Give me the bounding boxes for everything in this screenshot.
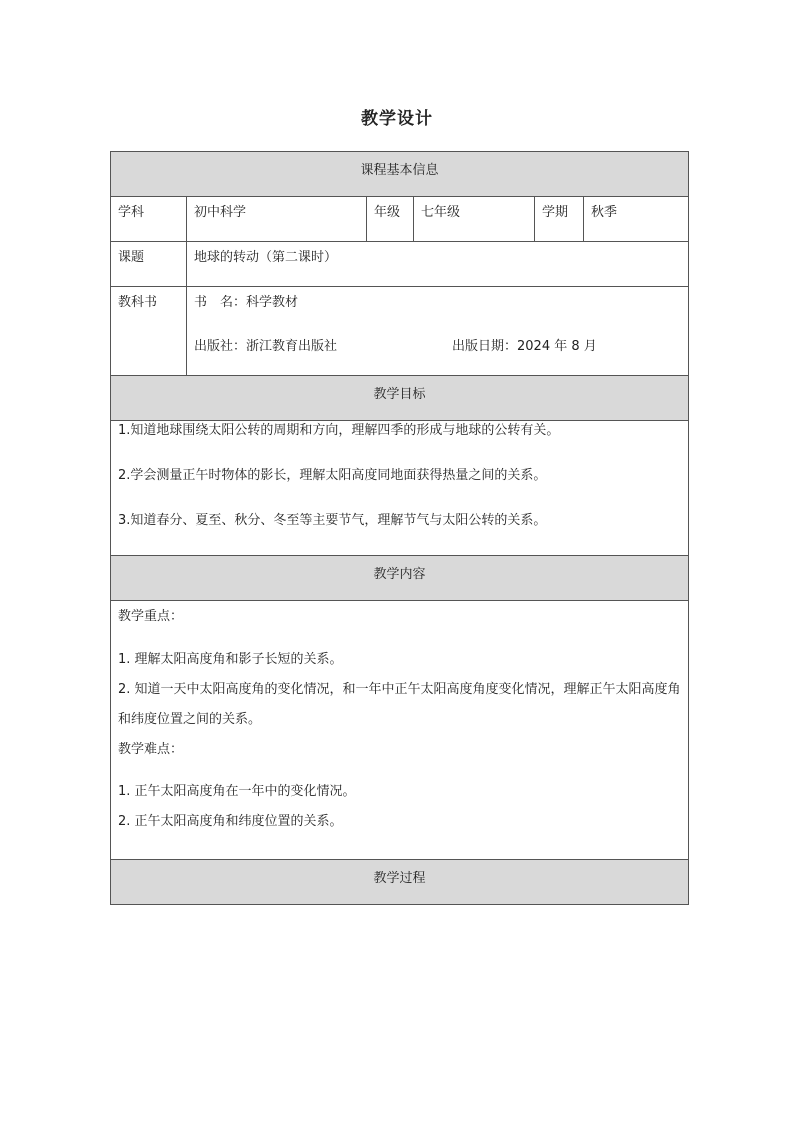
- key-point-item: 2. 知道一天中太阳高度角的变化情况，和一年中正午太阳高度角度变化情况，理解正午太阳高度角和纬度位置之间的关系。: [118, 682, 681, 727]
- grade-label: 年级: [367, 197, 414, 242]
- section-header-basic: 课程基本信息: [111, 152, 689, 197]
- difficult-point-item: 1. 正午太阳高度角在一年中的变化情况。: [118, 784, 356, 799]
- publisher: 出版社：浙江教育出版社: [194, 339, 338, 354]
- textbook-label: 教科书: [111, 287, 187, 376]
- goal-item: 1.知道地球围绕太阳公转的周期和方向，理解四季的形成与地球的公转有关。: [118, 423, 560, 438]
- book-name: 书 名：科学教材: [194, 295, 299, 310]
- key-point-item: 1. 理解太阳高度角和影子长短的关系。: [118, 652, 343, 667]
- grade-value: 七年级: [414, 197, 535, 242]
- topic-value: 地球的转动（第二课时）: [187, 242, 689, 287]
- section-header-goals: 教学目标: [111, 376, 689, 421]
- section-header-process: 教学过程: [111, 860, 689, 905]
- lesson-plan-table: [110, 151, 689, 905]
- subject-value: 初中科学: [187, 197, 367, 242]
- term-value: 秋季: [584, 197, 689, 242]
- difficult-point-item: 2. 正午太阳高度角和纬度位置的关系。: [118, 814, 343, 829]
- term-label: 学期: [535, 197, 584, 242]
- textbook-info: [187, 287, 689, 376]
- page-title: 教学设计: [361, 109, 433, 129]
- topic-label: 课题: [111, 242, 187, 287]
- key-points-title: 教学重点：: [118, 609, 184, 624]
- goals-cell: [111, 421, 689, 556]
- publish-date: 出版日期：2024 年 8 月: [452, 339, 597, 354]
- difficult-points-title: 教学难点：: [118, 742, 184, 757]
- section-header-content: 教学内容: [111, 556, 689, 601]
- subject-label: 学科: [111, 197, 187, 242]
- goal-item: 2.学会测量正午时物体的影长，理解太阳高度同地面获得热量之间的关系。: [118, 468, 547, 483]
- goal-item: 3.知道春分、夏至、秋分、冬至等主要节气，理解节气与太阳公转的关系。: [118, 513, 547, 528]
- content-cell: [111, 601, 689, 860]
